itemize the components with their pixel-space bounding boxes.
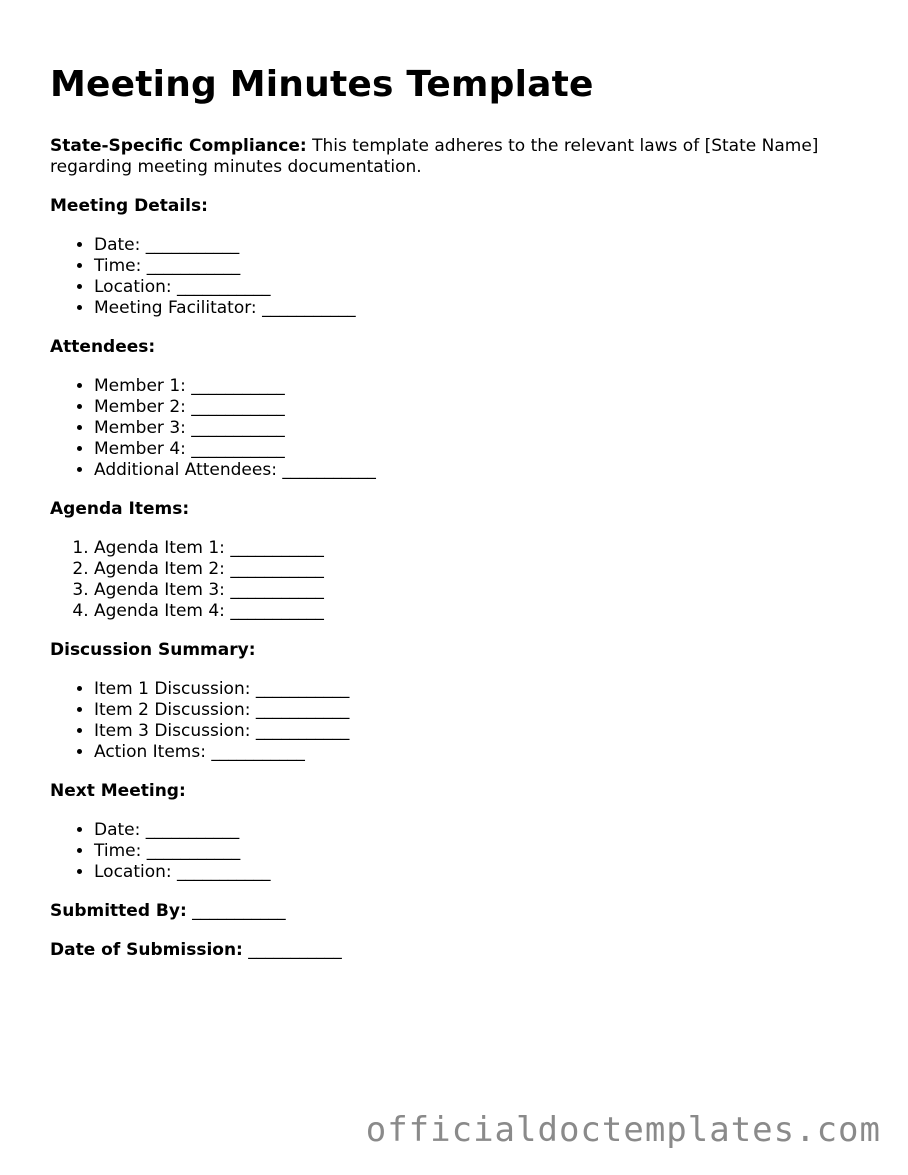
- list-item: 3. Agenda Item 3: ___________: [94, 580, 870, 601]
- list-item: • Additional Attendees: ___________: [94, 460, 870, 481]
- list-item: • Location: ___________: [94, 277, 870, 298]
- list-item: • Meeting Facilitator: ___________: [94, 298, 870, 319]
- list-item: • Date: ___________: [94, 820, 870, 841]
- agenda-heading: Agenda Items:: [50, 499, 190, 519]
- list-item: • Time: ___________: [94, 841, 870, 862]
- submitted-by-label: Submitted By:: [50, 901, 187, 921]
- next-meeting-list: [50, 820, 870, 883]
- compliance-paragraph: [50, 136, 870, 178]
- date-of-submission-label: Date of Submission:: [50, 940, 243, 960]
- list-item: • Item 1 Discussion: ___________: [94, 679, 870, 700]
- list-item: • Member 3: ___________: [94, 418, 870, 439]
- discussion-heading: Discussion Summary:: [50, 640, 256, 660]
- list-item: 4. Agenda Item 4: ___________: [94, 601, 870, 622]
- list-item: • Date: ___________: [94, 235, 870, 256]
- list-item: 2. Agenda Item 2: ___________: [94, 559, 870, 580]
- list-item: • Item 2 Discussion: ___________: [94, 700, 870, 721]
- list-item: • Item 3 Discussion: ___________: [94, 721, 870, 742]
- next-meeting-heading: Next Meeting:: [50, 781, 186, 801]
- compliance-label: State-Specific Compliance:: [50, 136, 307, 156]
- meeting-details-list: [50, 235, 870, 319]
- date-of-submission-value: ___________: [242, 940, 342, 960]
- attendees-heading: Attendees:: [50, 337, 156, 357]
- watermark: officialdoctemplates.com: [365, 1110, 881, 1150]
- discussion-list: [50, 679, 870, 763]
- page-title: Meeting Minutes Template: [50, 64, 594, 105]
- date-of-submission-line: [50, 940, 870, 961]
- list-item: • Member 1: ___________: [94, 376, 870, 397]
- document-page: [50, 60, 870, 961]
- compliance-text: This template adheres to the relevant laws of [State Name] regarding meeting minutes documentation.: [50, 136, 819, 177]
- list-item: • Action Items: ___________: [94, 742, 870, 763]
- list-item: 1. Agenda Item 1: ___________: [94, 538, 870, 559]
- meeting-details-heading: Meeting Details:: [50, 196, 208, 216]
- list-item: • Time: ___________: [94, 256, 870, 277]
- list-item: • Member 4: ___________: [94, 439, 870, 460]
- list-item: • Location: ___________: [94, 862, 870, 883]
- submitted-by-line: [50, 901, 870, 922]
- list-item: • Member 2: ___________: [94, 397, 870, 418]
- agenda-list: [50, 538, 870, 622]
- submitted-by-value: ___________: [186, 901, 286, 921]
- attendees-list: [50, 376, 870, 481]
